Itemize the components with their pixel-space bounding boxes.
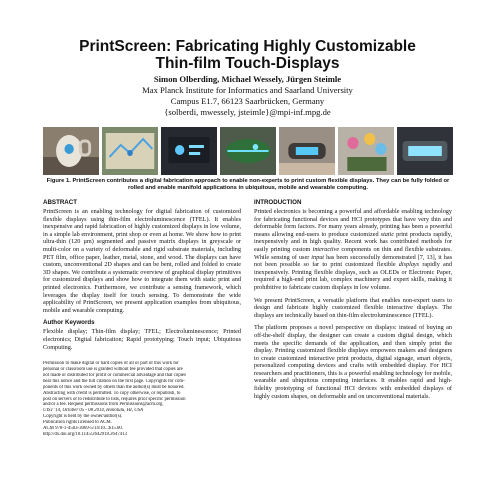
figure-photo-leaf xyxy=(220,127,276,175)
copyright-line: Publication rights licensed to ACM. xyxy=(43,420,112,426)
copyright-line: and/or a fee. Request permissions from Permissions@acm.org. xyxy=(43,402,164,408)
affiliation-emails: {solberdi, mwessely, jsteimle}@mpi-inf.mpg.de xyxy=(164,107,331,117)
intro-emphasis: interactive xyxy=(312,245,340,253)
abstract-text: PrintScreen is an enabling technology for digital fabrication of customized flexible displays using thin-film electroluminescence (TFEL). It enables inexpensive and rapid fabrication of highly customized displays in low volume, in a simple lab environment, print shop or even at home. We show how to print ultra-thin (120 µm) segmented and passive matrix displays in greyscale or multi-color on a variety of deformable and rigid substrate materials, including PET film, office paper, leather, metal, stone, and wood. The displays can have custom, unconventional 2D shapes and can be bent, rolled and folded to create 3D shapes. We contribute a systematic overview of graphical display primitives for customized displays and show how to integrate them with static print and printed electronics. Furthermore, we contribute a sensing framework, which leverages the display itself for touch sensing. To demonstrate the wide applicability of PrintScreen, we present application examples from ubiquitous, mobile and wearable computing. xyxy=(43,208,241,314)
keywords-heading: Author Keywords xyxy=(43,319,95,327)
intro-emphasis: static xyxy=(380,230,395,238)
right-column xyxy=(254,199,452,405)
affiliation-block xyxy=(60,85,435,118)
copyright-line: ACM 978-1-4503-3069-5/14/10...$15.00. xyxy=(43,426,123,432)
intro-emphasis: displays xyxy=(398,261,420,269)
intro-text-run: components on thin and flexible substrates. While sensing of user xyxy=(254,245,452,261)
intro-emphasis: input xyxy=(311,253,325,261)
figure-photo-flowers xyxy=(338,127,394,175)
figure-photo-map xyxy=(102,127,158,175)
copyright-line: Permission to make digital or hard copies of all or part of this work for xyxy=(43,361,179,367)
copyright-block xyxy=(43,361,241,438)
paper-title xyxy=(40,38,455,72)
copyright-line: not made or distributed for profit or commercial advantage and that copies xyxy=(43,372,186,378)
left-column xyxy=(43,199,241,438)
copyright-line: Abstracting with credit is permitted. To copy otherwise, or republish, to xyxy=(43,390,181,396)
figure-photo-wristband xyxy=(397,127,453,175)
copyright-line: UIST '14, October 05 - 08 2014, Honolulu, HI, USA xyxy=(43,408,143,414)
introduction-paragraph-2: We present PrintScreen, a versatile platform that enables non-expert users to design and fabricate highly customized flexible interactive displays. The displays are technically based on thin-film electroluminescence (TFEL). xyxy=(254,296,452,319)
figure-photo-cup xyxy=(43,127,99,175)
copyright-line: Copyright is held by the owner/author(s). xyxy=(43,414,123,420)
abstract-heading: ABSTRACT xyxy=(43,199,78,206)
introduction-paragraph-3: The platform proposes a novel perspective on displays: instead of buying an off-the-shelf display, the designer can create a custom digital design, which meets the specific demands of the application, and then simply print the display. Printing customized flexible displays empowers makers and designers to create customized interactive print products, digital signage, smart objects, personalized computing devices and crafts with embedded display. For HCI researchers and practitioners, this is a powerful enabling technology for mobile, wearable and ubiquitous computing interfaces. It enables rapid and high-fidelity prototyping of functional HCI devices with embedded displays of highly custom shapes, on deformable and on unconventional materials. xyxy=(254,324,452,400)
figure-caption: Figure 1. PrintScreen contributes a digital fabrication approach to enable non-experts to print custom flexible displays. They can be fully folded or rolled and enable manifold applications in ubiquitous, mobile and wearable computing. xyxy=(46,178,450,191)
copyright-line: bear this notice and the full citation on the first page. Copyrights for com- xyxy=(43,378,185,384)
affiliation-address: Campus E1.7, 66123 Saarbrücken, Germany xyxy=(170,96,325,106)
intro-text-run: has been successfully demonstrated [7, 13], it has not been possible so far to print customized flexible xyxy=(254,253,452,269)
doi-link[interactable]: http://dx.doi.org/10.1145/2642918.2647413 xyxy=(43,431,127,437)
title-line-1: PrintScreen: Fabricating Highly Customizable xyxy=(79,38,416,55)
intro-text-run: Printed electronics is becoming a powerful and affordable enabling technology for fabricating functional devices and HCI prototypes that have very thin and deformable form factors. For many years already, printing has been a powerful means allowing end-users to produce customized xyxy=(254,208,452,238)
copyright-line: post on servers or to redistribute to lists, requires prior specific permission xyxy=(43,396,186,402)
intro-text-run: rapidly and inexpensively. Printing flexible displays, such as OLEDs or Electronic Paper, required a high-end print lab, complex machinery and expert skills, making it prohibitive to fabricate custom displays in low volume. xyxy=(254,261,452,291)
affiliation-institute: Max Planck Institute for Informatics and Saarland University xyxy=(142,85,353,95)
introduction-heading: INTRODUCTION xyxy=(254,199,302,206)
author-list: Simon Olberding, Michael Wessely, Jürgen Steimle xyxy=(153,74,342,84)
copyright-line: personal or classroom use is granted without fee provided that copies are xyxy=(43,367,183,372)
intro-text-run: print products rapidly, inexpensively and in high quality. Recent work has contributed methods for easily printing custom xyxy=(254,230,453,253)
figure-photo-bracelet xyxy=(279,127,335,175)
figure-photo-dark-display xyxy=(161,127,217,175)
teaser-figure xyxy=(43,127,453,175)
keywords-text: Flexible display; Thin-film display; TFEL; Electroluminescence; Printed electronics; Digital fabrication; Rapid prototyping; Touch input; Ubiquitous Computing. xyxy=(43,328,241,351)
introduction-paragraph-1 xyxy=(254,208,452,292)
title-line-2: Thin-film Touch-Displays xyxy=(155,55,340,72)
copyright-line: ponents of this work owned by others than the author(s) must be honored. xyxy=(43,384,185,390)
